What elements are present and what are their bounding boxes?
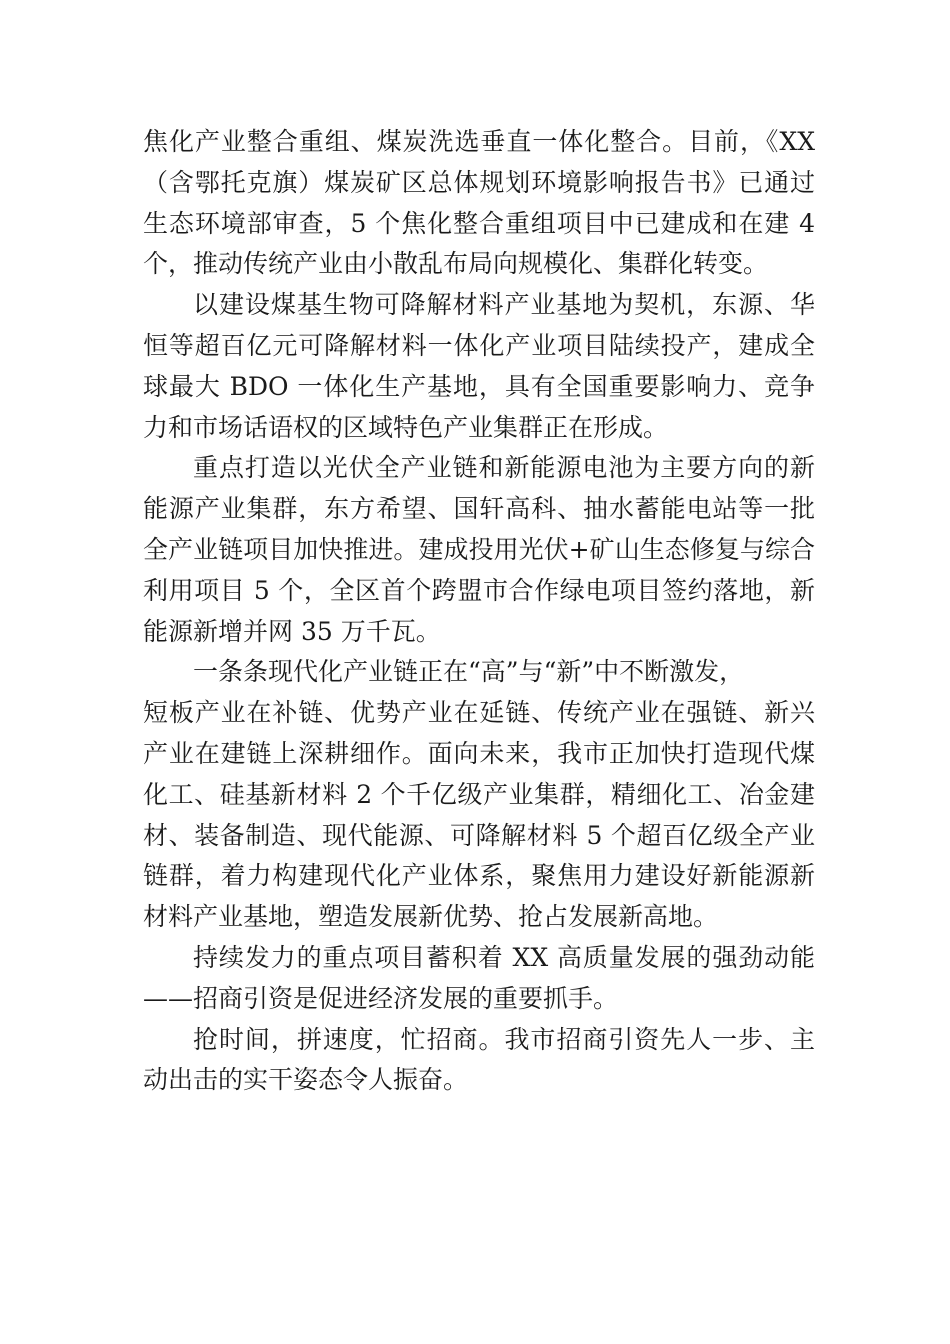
paragraph-coal-integration: 焦化产业整合重组、煤炭洗选垂直一体化整合。目前，《XX（含鄂托克旗）煤炭矿区总体规划环境影响报告书》已通过生态环境部审查，5 个焦化整合重组项目中已建成和在建 4个，推动传统产业由小散乱布局向规模化、集群化转变。: [143, 127, 815, 279]
paragraph-investment-promotion: 抢时间，拼速度，忙招商。我市招商引资先人一步、主动出击的实干姿态令人振奋。: [143, 1024, 815, 1095]
paragraph-key-projects: 持续发力的重点项目蓄积着 XX 高质量发展的强劲动能——招商引资是促进经济发展的重要抓手。: [143, 942, 815, 1013]
paragraph-industry-chain-intro: 一条条现代化产业链正在“高”与“新”中不断激发，: [193, 657, 745, 687]
paragraph-industry-chain-detail: 短板产业在补链、优势产业在延链、传统产业在强链、新兴产业在建链上深耕细作。面向未来，我市正加快打造现代煤化工、硅基新材料 2 个千亿级产业集群，精细化工、冶金建材、装备制造、现代能源、可降解材料 5 个超百亿级全产业链群，着力构建现代化产业体系，聚焦用力建设好新能源新材料产业基地，塑造发展新优势、抢占发展新高地。: [143, 698, 815, 932]
document-body: [143, 122, 815, 1101]
paragraph-new-energy-cluster: 重点打造以光伏全产业链和新能源电池为主要方向的新能源产业集群，东方希望、国轩高科、抽水蓄能电站等一批全产业链项目加快推进。建成投用光伏+矿山生态修复与综合利用项目 5 个，全区首个跨盟市合作绿电项目签约落地，新能源新增并网 35 万千瓦。: [143, 453, 815, 646]
paragraph-biodegradable-materials: 以建设煤基生物可降解材料产业基地为契机，东源、华恒等超百亿元可降解材料一体化产业项目陆续投产，建成全球最大 BDO 一体化生产基地，具有全国重要影响力、竞争力和市场话语权的区域特色产业集群正在形成。: [143, 290, 815, 442]
